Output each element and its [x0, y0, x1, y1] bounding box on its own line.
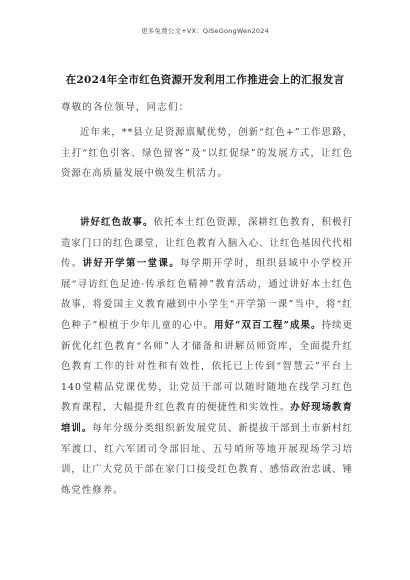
text-double-hundred: 持续更新优化红色教育“名师”人才储备和讲解员师资库，全面提升红色教育工作的针对性和有效性，依托已上传到“智慧云”平台上140堂精品党课优势，让党员干部可以随时随地在线学习红色教育课程，大幅提升红色教育的便捷性和实效性。	[61, 319, 353, 414]
heading-double-hundred: 用好“双百工程”成果。	[213, 319, 322, 331]
salutation: 尊敬的各位领导，同志们：	[61, 102, 190, 113]
text-tell-red-stories: 依托本土红色资源，深耕红色教育，积极打造家门口的红色课堂，让红色教育入脑入心、让红色基因代代相传。	[61, 217, 354, 270]
heading-first-lesson: 讲好开学第一堂课。	[82, 258, 181, 270]
heading-onsite-training: 办好现场教育培训。	[61, 402, 353, 434]
document-title: 在2024年全市红色资源开发利用工作推进会上的汇报发言	[65, 74, 345, 86]
text-first-lesson: 每学期开学时，组织县域中小学校开展“寻访红色足迹·传承红色精神”教育活动，通过讲好本土红色故事，将爱国主义教育融到中小学生“开学第一课”当中，将“红色种子”根植于少年儿童的心中。	[61, 258, 353, 331]
paragraph-intro: 近年来，**县立足资源禀赋优势，创新“红色+”工作思路，主打“红色引客、绿色留客”及“以红促绿”的发展方式，让红色资源在高质量发展中焕发生机活力。	[61, 127, 353, 180]
header-note: 更多免费公文+VX：QiSeGongWen2024	[141, 27, 269, 35]
text-onsite-training: 每年分级分类组织新发展党员、新提拔干部到土市新村红军渡口、红六军团司令部旧址、五号哨所等地开展现场学习培训，让广大党员干部在家门口接受红色教育、感悟政治忠诚、锤炼党性修养。	[61, 422, 353, 496]
paragraph-red-stories	[61, 213, 353, 501]
heading-tell-red-stories: 讲好红色故事。	[80, 217, 154, 228]
